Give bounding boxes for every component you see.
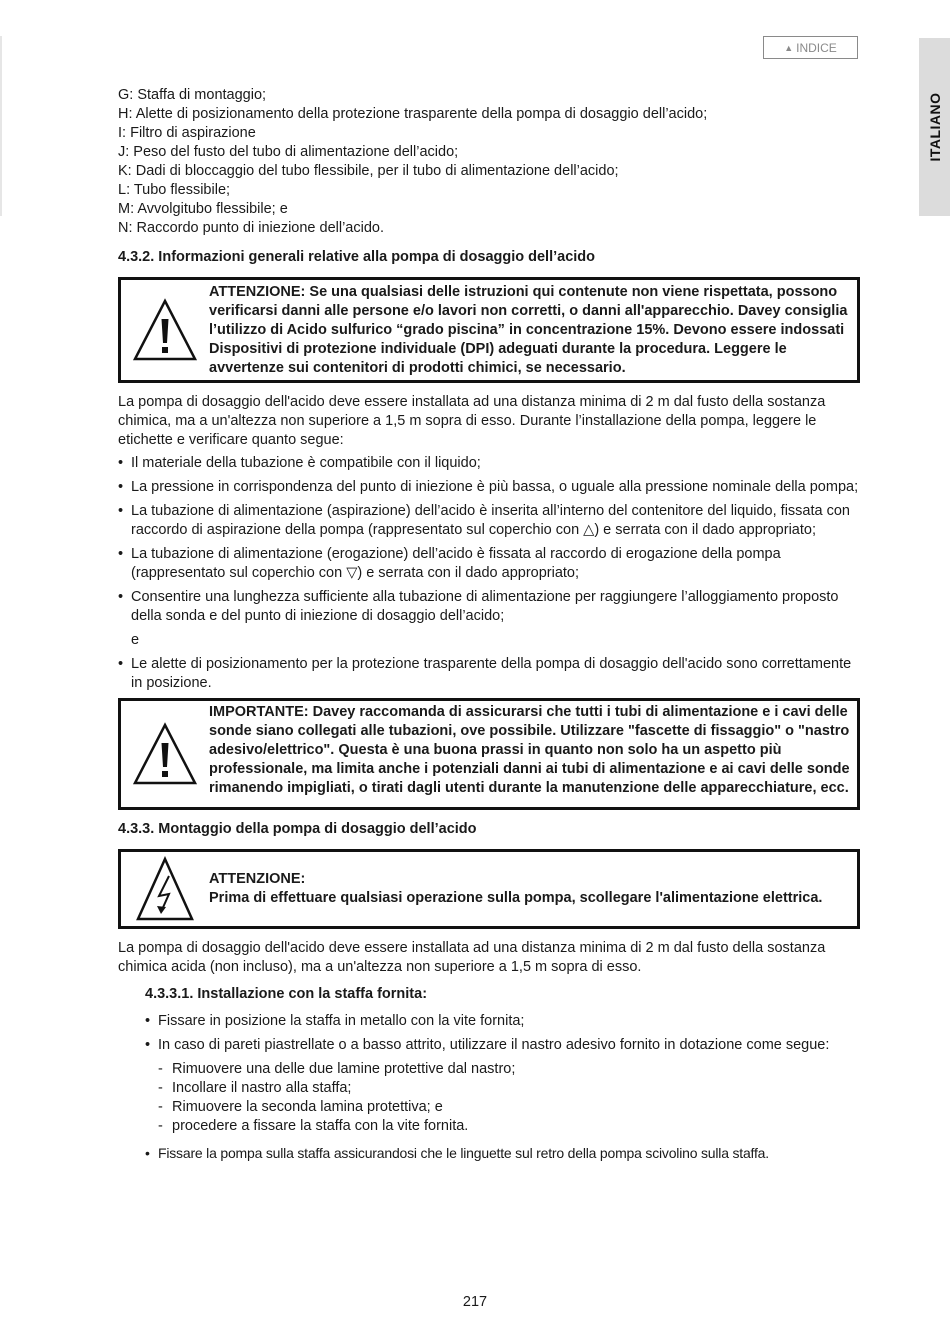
warning-exclamation-icon bbox=[121, 297, 209, 363]
warning-box-general bbox=[118, 277, 860, 383]
list-item: • Consentire una lunghezza sufficiente alla tubazione di alimentazione per raggiungere l’alloggiamento proposto della sonda e del punto di iniezione di dosaggio dell’acido; bbox=[118, 588, 860, 626]
legend-item: G: Staffa di montaggio; bbox=[118, 87, 267, 103]
checklist-last bbox=[118, 655, 860, 693]
warning-text-general: ATTENZIONE: Se una qualsiasi delle istruzioni qui contenute non viene rispettata, possono verificarsi danni alle persone e/o lavori non corretti, o danni all'apparecchio. Davey consiglia l’utilizzo di Acido sulfurico “grado piscina” in concentrazione 15%. Devono essere indossati Dispositivi di protezione individuale (DPI) adeguati durante la procedura. Leggere le avvertenze sui contenitori di prodotti chimici, se necessario. bbox=[209, 283, 848, 376]
electrical-hazard-icon bbox=[121, 856, 209, 922]
installation-intro-paragraph: La pompa di dosaggio dell'acido deve essere installata ad una distanza minima di 2 m dal fusto della sostanza chimica, ma a un'altezza non superiore a 1,5 m sopra di esso. Durante l’installazione della pompa, leggere le etichette e verificare quanto segue: bbox=[118, 394, 826, 448]
triangle-up-icon: ▲ bbox=[784, 42, 794, 53]
list-item: • Fissare in posizione la staffa in metallo con la vite fornita; bbox=[145, 1012, 860, 1031]
and-conjunction: e bbox=[131, 632, 140, 648]
section-title-4-3-2: 4.3.2. Informazioni generali relative alla pompa di dosaggio dell’acido bbox=[118, 249, 596, 265]
list-item: • Il materiale della tubazione è compatibile con il liquido; bbox=[118, 454, 860, 473]
language-tab-label: ITALIANO bbox=[926, 92, 943, 162]
subsection-title: 4.3.3.1. Installazione con la staffa fornita: bbox=[145, 986, 428, 1002]
parts-legend bbox=[118, 86, 860, 238]
section-title-4-3-3: 4.3.3. Montaggio della pompa di dosaggio dell’acido bbox=[118, 821, 477, 837]
page-content bbox=[118, 86, 860, 1168]
mounting-intro-paragraph: La pompa di dosaggio dell'acido deve essere installata ad una distanza minima di 2 m dal fusto della sostanza chimica acida (non incluso), ma a un'altezza non superiore a 1,5 m sopra di esso. bbox=[118, 940, 826, 975]
warning-box-electrical bbox=[118, 849, 860, 929]
list-item: - Incollare il nastro alla staffa; bbox=[158, 1079, 860, 1098]
tape-steps bbox=[158, 1060, 860, 1136]
legend-item: K: Dadi di bloccaggio del tubo flessibile, per il tubo di alimentazione dell’acido; bbox=[118, 163, 619, 179]
warning-text-electrical: Prima di effettuare qualsiasi operazione sulla pompa, scollegare l'alimentazione elettrica. bbox=[209, 890, 823, 906]
warning-box-important bbox=[118, 698, 860, 810]
list-item: • La tubazione di alimentazione (aspirazione) dell’acido è inserita all’interno del contenitore del liquido, fissata con raccordo di aspirazione della pompa (rappresentato sul coperchio con △) e serrata con il dado appropriato; bbox=[118, 502, 860, 540]
index-button[interactable] bbox=[763, 36, 858, 59]
subsection-4-3-3-1 bbox=[145, 985, 860, 1163]
list-item: - procedere a fissare la staffa con la vite fornita. bbox=[158, 1117, 860, 1136]
list-item: • La tubazione di alimentazione (erogazione) dell’acido è fissata al raccordo di erogazione della pompa (rappresentato sul coperchio con ▽) e serrata con il dado appropriato; bbox=[118, 545, 860, 583]
legend-item: J: Peso del fusto del tubo di alimentazione dell’acido; bbox=[118, 144, 459, 160]
mounting-steps bbox=[145, 1012, 860, 1055]
legend-item: L: Tubo flessibile; bbox=[118, 182, 231, 198]
page-number: 217 bbox=[462, 1294, 488, 1310]
legend-item: H: Alette di posizionamento della protezione trasparente della pompa di dosaggio dell’acido; bbox=[118, 106, 708, 122]
list-item: - Rimuovere una delle due lamine protettive dal nastro; bbox=[158, 1060, 860, 1079]
legend-item: N: Raccordo punto di iniezione dell’acido. bbox=[118, 220, 384, 236]
warning-text-important: IMPORTANTE: Davey raccomanda di assicurarsi che tutti i tubi di alimentazione e i cavi delle sonde siano collegati alle tubazioni, ove possibile. Utilizzare "fascette di fissaggio" o "nastro adesivo/elettrico". Questa è una buona prassi in quanto non solo ha un aspetto più professionale, ma limita anche i potenziali danni ai tubi di alimentazione e ai cavi delle sonde rimanendo impigliati, o tirati dagli utenti durante la manutenzione delle apparecchiature, ecc. bbox=[209, 704, 850, 796]
list-item: • Fissare la pompa sulla staffa assicurandosi che le linguette sul retro della pompa scivolino sulla staffa. bbox=[145, 1144, 860, 1163]
legend-item: M: Avvolgitubo flessibile; e bbox=[118, 201, 288, 217]
list-item: - Rimuovere la seconda lamina protettiva; e bbox=[158, 1098, 860, 1117]
mounting-final-step bbox=[145, 1144, 860, 1163]
warning-heading-electrical: ATTENZIONE: bbox=[209, 871, 306, 887]
index-button-label: INDICE bbox=[796, 40, 837, 55]
language-tab bbox=[919, 38, 950, 216]
warning-exclamation-icon bbox=[121, 721, 209, 787]
left-margin-rule bbox=[0, 36, 2, 216]
list-item: • In caso di pareti piastrellate o a basso attrito, utilizzare il nastro adesivo fornito in dotazione come segue: bbox=[145, 1036, 860, 1055]
legend-item: I: Filtro di aspirazione bbox=[118, 125, 256, 141]
list-item: • Le alette di posizionamento per la protezione trasparente della pompa di dosaggio dell'acido sono correttamente in posizione. bbox=[118, 655, 860, 693]
list-item: • La pressione in corrispondenza del punto di iniezione è più bassa, o uguale alla pressione nominale della pompa; bbox=[118, 478, 860, 497]
checklist bbox=[118, 454, 860, 626]
